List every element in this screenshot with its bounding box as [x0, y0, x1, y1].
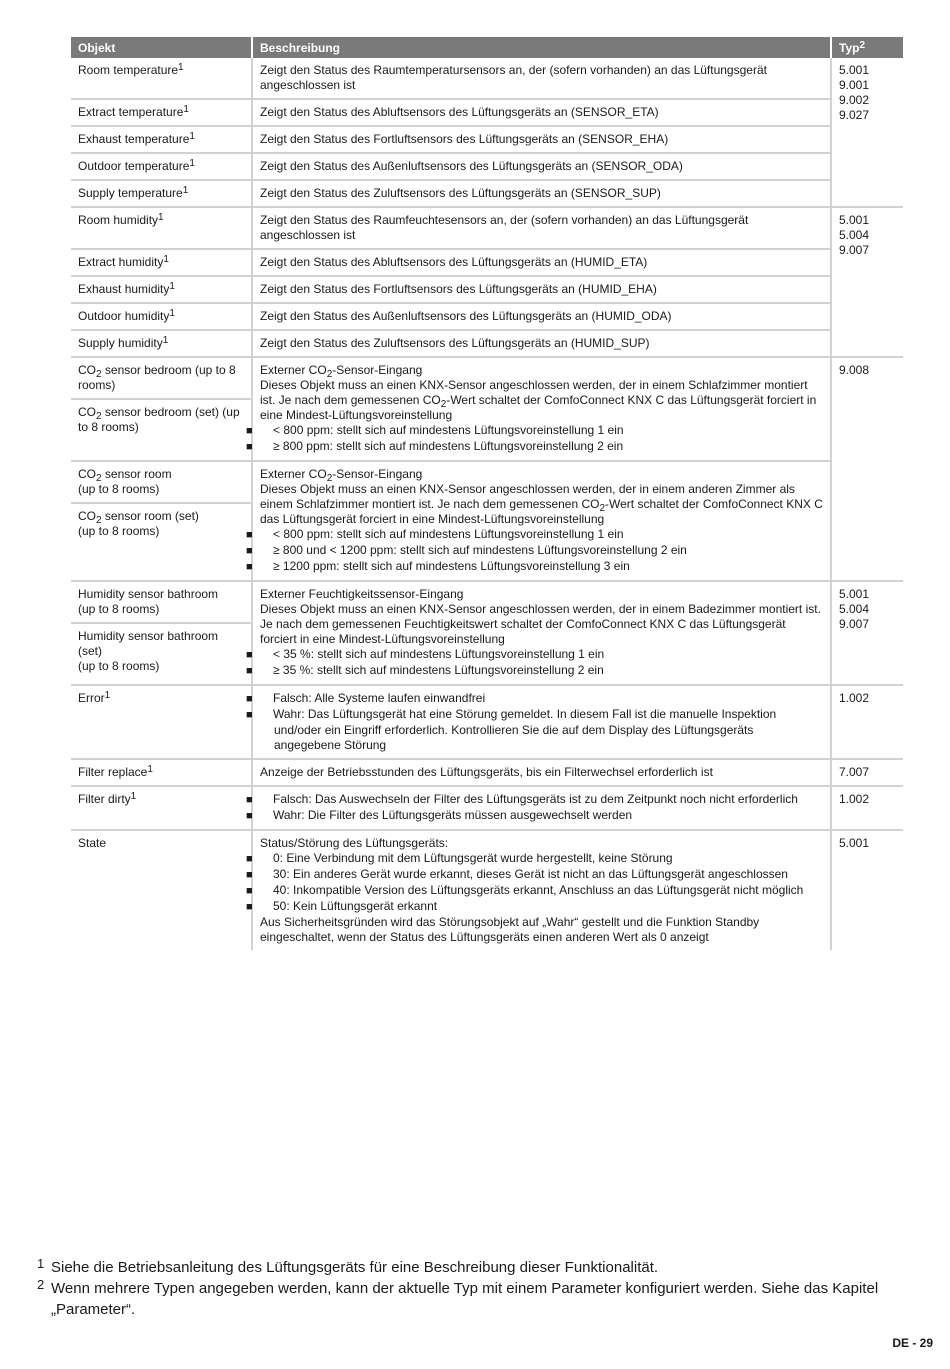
- page-number: DE - 29: [892, 1336, 933, 1350]
- footnotes: [37, 1257, 917, 1320]
- table-header: [71, 37, 903, 58]
- typ-cell: 5.001 5.004 9.007: [839, 213, 870, 257]
- list-item: ■ < 35 %: stellt sich auf mindestens Lüftungsvoreinstellung 1 ein: [260, 647, 823, 663]
- description-cell: Anzeige der Betriebsstunden des Lüftungsgeräts, bis ein Filterwechsel erforderlich ist: [253, 760, 832, 785]
- list-item: ■ Wahr: Die Filter des Lüftungsgeräts müssen ausgewechselt werden: [260, 808, 823, 824]
- description-cell: Externer Feuchtigkeitssensor-Eingang Dieses Objekt muss an einen KNX-Sensor angeschlossen werden, der in einem Badezimmer montiert ist. Je nach dem gemessenen Feuchtigkeitswert schaltet der ComfoConnect KNX C das Lüftungsgerät forciert in eine Mindest-Lüftungsvoreinstellung ■ < 35 %: stellt sich auf mindestens Lüftungsvoreinstellung 1 ein ■ ≥ 35 %: stellt sich auf mindestens Lüftungsvoreinstellung 2 ein: [253, 582, 832, 684]
- object-cell: Outdoor temperature$^1$: [71, 154, 253, 179]
- table-row: [71, 181, 832, 206]
- table-row: [71, 331, 832, 356]
- object-cell: Exhaust temperature$^1$: [71, 127, 253, 152]
- description-cell: [253, 787, 832, 829]
- list-item: ■ Falsch: Alle Systeme laufen einwandfrei: [260, 691, 823, 707]
- typ-cell: 9.008: [839, 363, 870, 377]
- typ-cell: 1.002: [839, 792, 870, 806]
- object-cell: State: [71, 831, 253, 950]
- description-cell: Status/Störung des Lüftungsgeräts: ■ 0: Eine Verbindung mit dem Lüftungsgerät wurde hergestellt, keine Störung ■ 30: Ein anderes Gerät wurde erkannt, dieses Gerät ist nicht an das Lüftungsgerät angeschlossen ■ 40: Inkompatible Version des Lüftungsgeräts erkannt, Anschluss an das Lüftungsgerät nicht möglich ■ 50: Kein Lüftungsgerät erkannt Aus Sicherheitsgründen wird das Störungsobjekt auf „Wahr“ gestellt und die Funktion Standby eingeschaltet, wenn der Status des Lüftungsgeräts einen anderen Wert als 0 anzeigt: [253, 831, 832, 950]
- list-item: ■ 0: Eine Verbindung mit dem Lüftungsgerät wurde hergestellt, keine Störung: [260, 851, 823, 867]
- table-row: [71, 154, 832, 181]
- list-item: ■ 30: Ein anderes Gerät wurde erkannt, dieses Gerät ist nicht an das Lüftungsgerät angeschlossen: [260, 867, 823, 883]
- description-cell: Zeigt den Status des Zuluftsensors des Lüftungsgeräts an (SENSOR_SUP): [253, 181, 832, 206]
- table-row: [71, 462, 832, 580]
- footnote: 2 Wenn mehrere Typen angegeben werden, kann der aktuelle Typ mit einem Parameter konfiguriert werden. Siehe das Kapitel „Parameter“.: [37, 1277, 879, 1318]
- table-row: [71, 304, 832, 331]
- group-temperature: [71, 58, 903, 208]
- typ-cell: 5.001: [839, 836, 870, 850]
- description-cell: Zeigt den Status des Abluftsensors des Lüftungsgeräts an (HUMID_ETA): [253, 250, 832, 275]
- typ-cell: 7.007: [839, 765, 870, 779]
- table-row: [71, 358, 832, 462]
- list-item: ■ ≥ 35 %: stellt sich auf mindestens Lüftungsvoreinstellung 2 ein: [260, 663, 823, 679]
- group-filter-dirty: [71, 787, 903, 831]
- object-cell: Filter replace$^1$: [71, 760, 253, 785]
- list-item: ■ < 800 ppm: stellt sich auf mindestens Lüftungsvoreinstellung 1 ein: [260, 423, 823, 439]
- object-cell: Humidity sensor bathroom (up to 8 rooms): [71, 582, 251, 624]
- object-cell: Supply temperature$^1$: [71, 181, 253, 206]
- description-cell: Zeigt den Status des Raumfeuchtesensors an, der (sofern vorhanden) an das Lüftungsgerät angeschlossen ist: [253, 208, 832, 248]
- list-item: ■ 40: Inkompatible Version des Lüftungsgeräts erkannt, Anschluss an das Lüftungsgerät nicht möglich: [260, 883, 823, 899]
- group-error: [71, 686, 903, 760]
- object-cell: $CO_2$ sensor bedroom (set) (up to 8 rooms): [78, 405, 240, 434]
- objects-table: [71, 37, 903, 950]
- table-row: [71, 127, 832, 154]
- table-row: [71, 58, 832, 100]
- footnote: 1 Siehe die Betriebsanleitung des Lüftungsgeräts für eine Beschreibung dieser Funktionalität.: [37, 1256, 659, 1276]
- description-cell: Externer $CO_2-Sensor$-Eingang Dieses Objekt muss an einen KNX-Sensor angeschlossen werden, der in einem Schlafzimmer montiert ist. Je nach dem gemessenen $CO_2$-Wert schaltet der ComfoConnect KNX C das Lüftungsgerät forciert in eine Mindest-Lüftungsvoreinstellung ■ < 800 ppm: stellt sich auf mindestens Lüftungsvoreinstellung 1 ein ■ ≥ 800 ppm: stellt sich auf mindestens Lüftungsvoreinstellung 2 ein: [253, 358, 832, 460]
- table-row: [71, 277, 832, 304]
- object-cell: Filter dirty$^1$: [71, 787, 253, 829]
- description-cell: Zeigt den Status des Fortluftsensors des Lüftungsgeräts an (SENSOR_EHA): [253, 127, 832, 152]
- group-filter-replace: [71, 760, 903, 787]
- list-item: ■ Wahr: Das Lüftungsgerät hat eine Störung gemeldet. In diesem Fall ist die manuelle Inspektion und/oder ein Eingriff erforderlich. Kontrollieren Sie die auf dem Display des Lüftungsgeräts angegebene Störung: [260, 707, 823, 753]
- header-beschreibung: Beschreibung: [253, 37, 832, 58]
- description-cell: Zeigt den Status des Außenluftsensors des Lüftungsgeräts an (HUMID_ODA): [253, 304, 832, 329]
- object-cell: Extract humidity$^1$: [71, 250, 253, 275]
- description-cell: Externer $CO_2-Sensor$-Eingang Dieses Objekt muss an einen KNX-Sensor angeschlossen werden, der in einem anderen Zimmer als einem Schlafzimmer montiert ist. Je nach dem gemessenen $CO_2$-Wert schaltet der ComfoConnect KNX C das Lüftungsgerät forciert in eine Mindest-Lüftungsvoreinstellung ■ < 800 ppm: stellt sich auf mindestens Lüftungsvoreinstellung 1 ein ■ ≥ 800 und < 1200 ppm: stellt sich auf mindestens Lüftungsvoreinstellung 2 ein ■ ≥ 1200 ppm: stellt sich auf mindestens Lüftungsvoreinstellung 3 ein: [253, 462, 832, 580]
- list-item: ■ 50: Kein Lüftungsgerät erkannt: [260, 899, 823, 915]
- list-item: ■ ≥ 1200 ppm: stellt sich auf mindestens Lüftungsvoreinstellung 3 ein: [260, 559, 823, 575]
- description-cell: Zeigt den Status des Außenluftsensors des Lüftungsgeräts an (SENSOR_ODA): [253, 154, 832, 179]
- description-cell: Zeigt den Status des Zuluftsensors des Lüftungsgeräts an (HUMID_SUP): [253, 331, 832, 356]
- list-item: ■ < 800 ppm: stellt sich auf mindestens Lüftungsvoreinstellung 1 ein: [260, 527, 823, 543]
- object-cell: Outdoor humidity$^1$: [71, 304, 253, 329]
- object-cell: $CO_2$ sensor bedroom (up to 8 rooms): [71, 358, 251, 400]
- object-cell: Room humidity$^1$: [71, 208, 253, 248]
- object-cell: Humidity sensor bathroom (set) (up to 8 rooms): [78, 629, 219, 673]
- object-cell: Exhaust humidity$^1$: [71, 277, 253, 302]
- group-humidity: [71, 208, 903, 358]
- description-cell: [253, 686, 832, 758]
- group-co2: [71, 358, 903, 582]
- list-item: ■ ≥ 800 ppm: stellt sich auf mindestens Lüftungsvoreinstellung 2 ein: [260, 439, 823, 455]
- typ-cell: 5.001 5.004 9.007: [839, 587, 870, 631]
- object-cell: Room temperature$^1$: [71, 58, 253, 98]
- object-cell: Error$^1$: [71, 686, 253, 758]
- header-typ: Typ$^2$: [839, 40, 866, 55]
- object-cell: $CO_2$ sensor room (up to 8 rooms): [71, 462, 251, 504]
- table-row: [71, 208, 832, 250]
- object-cell: Supply humidity$^1$: [71, 331, 253, 356]
- description-cell: Zeigt den Status des Fortluftsensors des Lüftungsgeräts an (HUMID_EHA): [253, 277, 832, 302]
- list-item: ■ Falsch: Das Auswechseln der Filter des Lüftungsgeräts ist zu dem Zeitpunkt noch nicht erforderlich: [260, 792, 823, 808]
- table-row: [71, 250, 832, 277]
- group-humidity-bathroom: [71, 582, 903, 686]
- list-item: ■ ≥ 800 und < 1200 ppm: stellt sich auf mindestens Lüftungsvoreinstellung 2 ein: [260, 543, 823, 559]
- table-row: [71, 100, 832, 127]
- object-cell: Extract temperature$^1$: [71, 100, 253, 125]
- group-state: [71, 831, 903, 950]
- description-cell: Zeigt den Status des Raumtemperatursensors an, der (sofern vorhanden) an das Lüftungsgerät angeschlossen ist: [253, 58, 832, 98]
- typ-cell: 5.001 9.001 9.002 9.027: [839, 63, 870, 122]
- description-cell: Zeigt den Status des Abluftsensors des Lüftungsgeräts an (SENSOR_ETA): [253, 100, 832, 125]
- header-objekt: Objekt: [71, 37, 253, 58]
- typ-cell: 1.002: [839, 691, 870, 705]
- object-cell: $CO_2$ sensor room (set) (up to 8 rooms): [78, 509, 199, 538]
